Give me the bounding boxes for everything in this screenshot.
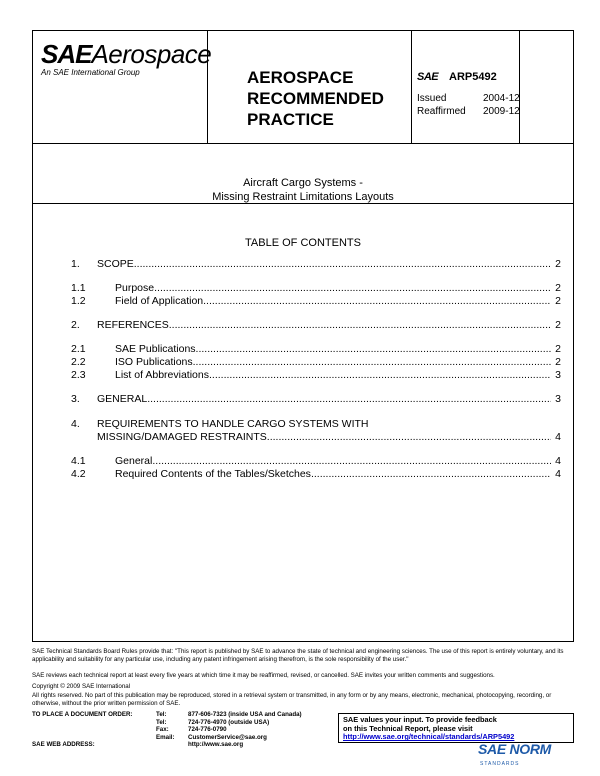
reaffirmed-value: 2009-12 <box>483 106 520 117</box>
email-value: CustomerService@sae.org <box>188 733 267 741</box>
fax-label: Fax: <box>156 726 169 734</box>
feedback-line: SAE values your input. To provide feedback <box>343 715 497 724</box>
logo-brand: SAE <box>41 39 92 69</box>
toc-entry <box>71 468 561 481</box>
doc-type-line: PRACTICE <box>247 110 334 129</box>
stamp-subtext: STANDARDS <box>480 761 520 767</box>
toc-number: 1. <box>71 258 80 270</box>
toc-entry <box>71 455 561 468</box>
toc-number: 2.1 <box>71 343 86 355</box>
toc-entry <box>71 343 561 356</box>
toc-number: 1.2 <box>71 295 86 307</box>
sae-mark: SAE <box>417 71 439 83</box>
logo-tagline: An SAE International Group <box>41 68 140 77</box>
toc-entry <box>71 431 561 444</box>
toc-page: 4 <box>555 468 561 480</box>
toc-number: 3. <box>71 393 80 405</box>
tel2-label: Tel: <box>156 718 167 726</box>
doc-type-line: RECOMMENDED <box>247 89 384 108</box>
toc-page: 2 <box>555 258 561 270</box>
document-number: ARP5492 <box>449 71 497 83</box>
footer-rules-text: SAE Technical Standards Board Rules provide that: "This report is published by SAE to advance the state of technical and engineering sciences. The use of this report is entirely voluntary, and its applicability and suitability for any particular use, including any patent infringement arising therefrom, is the sole responsibility of the user." <box>32 648 564 663</box>
toc-entry <box>71 319 561 332</box>
toc-entry <box>71 282 561 295</box>
toc-entry <box>71 418 561 431</box>
toc-entry <box>71 295 561 308</box>
web-label: SAE WEB ADDRESS: <box>32 741 95 749</box>
reaffirmed-row <box>417 106 520 117</box>
toc-page: 2 <box>555 343 561 355</box>
toc-page: 2 <box>555 319 561 331</box>
toc-number: 4.1 <box>71 455 86 467</box>
toc-page: 2 <box>555 356 561 368</box>
toc-label: General ..... <box>115 455 551 468</box>
issued-value: 2004-12 <box>483 93 520 104</box>
issued-row <box>417 93 520 104</box>
document-title <box>33 176 573 204</box>
order-label: TO PLACE A DOCUMENT ORDER: <box>32 711 133 718</box>
title-line: Aircraft Cargo Systems - <box>243 177 363 189</box>
title-line: Missing Restraint Limitations Layouts <box>212 191 394 203</box>
toc-number: 1.1 <box>71 282 86 294</box>
tel2-value: 724-776-4970 (outside USA) <box>188 718 270 726</box>
toc-label: REFERENCES ..... <box>97 319 551 332</box>
feedback-line: on this Technical Report, please visit <box>343 723 473 733</box>
toc-label: REQUIREMENTS TO HANDLE CARGO SYSTEMS WITH <box>97 418 369 430</box>
toc-number: 2.3 <box>71 369 86 381</box>
doc-type-line: AEROSPACE <box>247 68 354 87</box>
footer-rights-text: All rights reserved. No part of this publication may be reproduced, stored in a retrieval system or transmitted, in any form or by any means, electronic, mechanical, photocopying, recording, or otherwise, without the prior written permission of SAE. <box>32 692 552 707</box>
toc-label: Purpose ..... <box>115 282 551 295</box>
header-bottom-rule <box>33 143 573 144</box>
stamp-text: SAE NORM <box>478 741 552 757</box>
header-divider-far <box>519 31 520 143</box>
toc-number: 4.2 <box>71 468 86 480</box>
footer-copyright: Copyright © 2009 SAE International <box>32 683 131 690</box>
toc-number: 2. <box>71 319 80 331</box>
tel1-value: 877-606-7323 (inside USA and Canada) <box>188 711 302 718</box>
toc-entry <box>71 393 561 406</box>
toc-number: 2.2 <box>71 356 86 368</box>
toc-page: 2 <box>555 282 561 294</box>
toc-label: SAE Publications ..... <box>115 343 551 356</box>
toc-label: GENERAL ..... <box>97 393 551 406</box>
reaffirmed-label: Reaffirmed <box>417 106 466 117</box>
feedback-link[interactable]: http://www.sae.org/technical/standards/ARP5492 <box>343 732 515 742</box>
sae-norm-stamp <box>478 741 596 773</box>
toc-label: Field of Application ..... <box>115 295 551 308</box>
logo-word: Aerospace <box>91 39 212 69</box>
toc-entry <box>71 356 561 369</box>
toc-entry <box>71 369 561 382</box>
toc-page: 3 <box>555 369 561 381</box>
issued-label: Issued <box>417 93 447 104</box>
toc-label: ISO Publications ..... <box>115 356 551 369</box>
header-divider-right <box>411 31 412 143</box>
toc-page: 3 <box>555 393 561 405</box>
email-label: Email: <box>156 733 175 741</box>
web-value: http://www.sae.org <box>188 741 244 749</box>
toc-page: 2 <box>555 295 561 307</box>
toc-label: MISSING/DAMAGED RESTRAINTS ..... <box>97 431 551 444</box>
toc-label: Required Contents of the Tables/Sketches ..... <box>115 468 551 481</box>
footer-review-text: SAE reviews each technical report at least every five years at which time it may be reaffirmed, revised, or cancelled. SAE invites your written comments and suggestions. <box>32 672 495 679</box>
toc-page: 4 <box>555 431 561 443</box>
toc-entry <box>71 258 561 271</box>
toc-heading: TABLE OF CONTENTS <box>245 237 361 249</box>
fax-value: 724-776-0790 <box>188 726 227 734</box>
tel1-label: Tel: <box>156 711 167 718</box>
toc-label: List of Abbreviations ..... <box>115 369 551 382</box>
toc-label: SCOPE ..... <box>97 258 551 271</box>
document-type <box>247 67 384 130</box>
feedback-box <box>338 713 574 743</box>
toc-number: 4. <box>71 418 80 430</box>
sae-aerospace-logo <box>41 41 211 77</box>
toc-page: 4 <box>555 455 561 467</box>
document-frame <box>32 30 574 642</box>
